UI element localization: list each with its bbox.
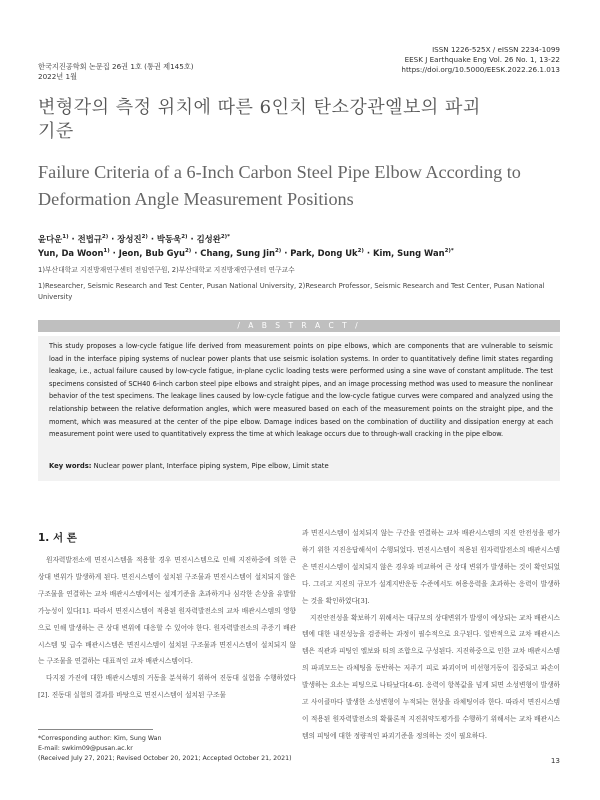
author-sup: 2)* <box>220 234 231 241</box>
abstract-text: This study proposes a low-cycle fatigue life derived from measurement points on pipe elbows, which are components that are vulnerable to seismic load in the interface piping systems of nuclear power plants that use seismic isolation systems. In order to quantitatively define limit states regarding leakage, i.e., actual failure caused by low-cycle fatigue, in-plane cyclic loading tests were performed using a sine wave of constant amplitude. The test specimens consisted of SCH40 6-inch carbon steel pipe elbows and straight pipes, and an image processing method was used to measure the nonlinear behavior of the test specimens. The leakage lines caused by low-cycle fatigue and the low-cycle fatigue curves were compared and analyzed using the relationship between the relative deformation angles, which were measured based on each of the measurement points on the straight pipe, and the moment, which was measured at the center of the pipe elbow. Damage indices based on the combination of ductility and dissipation energy at each measurement point were used to quantitatively express the time at which leakage occurs due to through-wall cracking in the pipe elbow. <box>49 342 553 439</box>
corresponding-author: *Corresponding author: Kim, Sung Wan <box>38 735 162 742</box>
footnote <box>38 734 292 764</box>
author-sup: 2) <box>181 234 188 241</box>
author-en-5: Kim, Sung Wan <box>372 248 445 258</box>
author-sup: 2) <box>184 248 192 255</box>
keywords-label: Key words: <box>49 462 92 470</box>
doi-link[interactable]: https://doi.org/10.5000/EESK.2022.26.1.013 <box>401 65 560 74</box>
title-english-line-2: Deformation Angle Measurement Positions <box>38 189 354 209</box>
affiliation-english: 1)Researcher, Seismic Research and Test Center, Pusan National University, 2)Research Professor, Seismic Research and Test Center, Pusan National University <box>38 282 545 301</box>
author-sup: 1) <box>62 234 69 241</box>
page-number: 13 <box>550 756 560 765</box>
paragraph: 과 면진시스템이 설치되지 않는 구간을 연결하는 교차 배관시스템의 지진 안전성을 평가하기 위한 지진응답해석이 수행되었다. 면진시스템이 적용된 원자력발전소의 배관시스템은 면진시스템이 설치되지 않은 경우와 비교하여 큰 상대 변위가 발생하는 것이 확인되었다. 그리고 지진의 규모가 설계지반운동 수준에서도 허용응력을 초과하는 응력이 발생하는 것을 확인하였다[3]. <box>302 529 560 605</box>
author-en-3: Chang, Sung Jin <box>200 248 275 258</box>
author-sup: 2) <box>101 234 109 241</box>
paragraph: 다지점 가진에 대한 배관시스템의 거동을 분석하기 위하여 진동대 실험을 수행하였다[2]. 진동대 실험의 결과를 바탕으로 면진시스템이 설치된 구조물 <box>38 674 296 700</box>
keywords-list: Nuclear power plant, Interface piping system, Pipe elbow, Limit state <box>93 462 329 470</box>
footnote-divider <box>38 729 153 730</box>
author-sup: 1) <box>103 248 110 255</box>
author-en-1: Yun, Da Woon <box>38 248 104 258</box>
affiliation-korean: 1)부산대학교 지진방재연구센터 전임연구원, 2)부산대학교 지진방재연구센터 연구교수 <box>38 266 295 274</box>
journal-header-left <box>38 62 194 82</box>
author-sup: 2) <box>141 234 148 241</box>
body-column-right <box>302 525 560 745</box>
journal-name-ko: 한국지진공학회 논문집 26권 1호 (통권 제145호) <box>38 62 194 71</box>
title-english <box>38 159 568 213</box>
author-en-2: Jeon, Bub Gyu <box>118 248 185 258</box>
author-ko-5: 김성완 <box>196 234 221 244</box>
abstract-label-bar: / A B S T R A C T / <box>38 320 560 332</box>
author-ko-1: 윤다운 <box>38 234 63 244</box>
body-column-left <box>38 552 296 704</box>
author-sup: 2) <box>274 248 282 255</box>
author-ko-3: 장성진 <box>117 234 142 244</box>
authors-korean: 윤다운$^{1)}$ · 전법규$^{2)}$ · 장성진$^{2)}$ · 박동욱$^{2)}$ · 김성완$^{2)*}$ <box>38 234 231 244</box>
manuscript-dates: (Received July 27, 2021; Revised October 20, 2021; Accepted October 21, 2021) <box>38 755 292 762</box>
keywords <box>49 462 553 470</box>
author-ko-2: 전법규 <box>77 234 102 244</box>
paragraph: 원자력발전소에 면진시스템을 적용할 경우 면진시스템으로 인해 지진하중에 의한 큰 상대 변위가 발생하게 된다. 면진시스템이 설치된 구조물과 면진시스템이 설치되지 않은 구조물을 연결하는 교차 배관시스템에서는 설계기준을 초과하거나 심각한 손상을 유발할 가능성이 있다[1]. 따라서 면진시스템이 적용된 원자력발전소의 교차 배관시스템의 영향으로 인해 발생하는 큰 상대 변위에 대응할 수 있어야 한다. 원자력발전소의 주증기 배관시스템 및 급수 배관시스템은 면진시스템이 설치된 구조물과 면진시스템이 설치되지 않는 구조물을 연결하는 대표적인 교차 배관시스템이다. <box>38 556 296 666</box>
section-heading-introduction: 1. 서 론 <box>38 532 77 544</box>
author-en-4: Park, Dong Uk <box>290 248 358 258</box>
author-sup: 2)* <box>444 248 454 255</box>
author-sup: 2) <box>357 248 364 255</box>
journal-header-right <box>401 45 560 75</box>
issue-date-ko: 2022년 1월 <box>38 72 78 81</box>
journal-name-en: EESK J Earthquake Eng Vol. 26 No. 1, 13-22 <box>404 55 560 64</box>
issn: ISSN 1226-525X / eISSN 2234-1099 <box>432 45 560 54</box>
title-korean-line-1: 변형각의 측정 위치에 따른 6인치 탄소강관엘보의 파괴 <box>38 97 481 118</box>
title-korean-line-2: 기준 <box>38 121 74 142</box>
paragraph: 지진안전성을 확보하기 위해서는 대규모의 상대변위가 발생이 예상되는 교차 배관시스템에 대한 내진성능을 검증하는 과정이 필수적으로 요구된다. 일반적으로 교차 배관시스템은 직관과 피팅인 엘보와 티의 조합으로 구성된다. 지진하중으로 인한 교차 배관시스템의 파괴모드는 라체팅을 동반하는 저주기 피로 파괴이며 비선형거동이 집중되고 파손이 발생하는 요소는 피팅으로 나타났다[4-6]. 응력이 항복값을 넘게 되면 소성변형이 발생하고 사이클마다 발생한 소성변형이 누적되는 현상을 라체팅이라 한다. 따라서 면진시스템이 적용된 원자력발전소의 확률론적 지진취약도평가를 수행하기 위해서는 교차 배관시스템의 피팅에 대한 정량적인 파괴기준을 정의하는 것이 필요하다. <box>302 613 560 740</box>
author-email[interactable]: E-mail: swkim09@pusan.ac.kr <box>38 745 133 752</box>
title-english-line-1: Failure Criteria of a 6-Inch Carbon Steel Pipe Elbow According to <box>38 162 521 182</box>
author-ko-4: 박동욱 <box>156 234 182 244</box>
title-korean <box>38 96 568 144</box>
authors-english: Yun, Da Woon$^{1)}$ · Jeon, Bub Gyu$^{2)}$ · Chang, Sung Jin$^{2)}$ · Park, Dong $Uk^{2)}$ · Kim, Sung Wan$^{2)*}$ <box>38 248 454 258</box>
